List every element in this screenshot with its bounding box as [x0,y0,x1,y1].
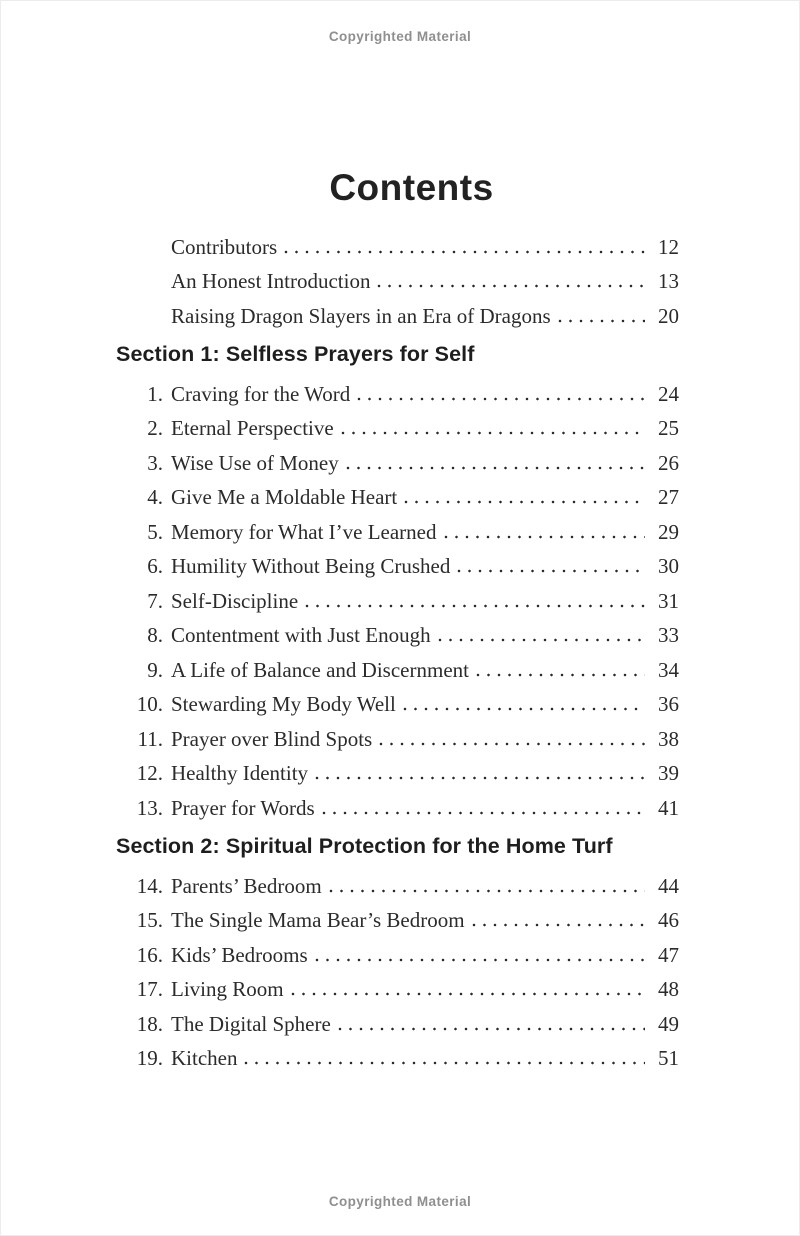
dot-leader [377,284,645,288]
entry-title: Give Me a Moldable Heart [171,485,398,510]
entry-page-number: 41 [658,795,679,820]
toc-entry [116,590,679,612]
copyright-notice-bottom: Copyrighted Material [328,1194,472,1209]
entry-title: The Single Mama Bear’s Bedroom [171,908,465,933]
entry-page-number: 29 [658,519,679,544]
entry-title: Eternal Perspective [171,416,334,441]
dot-leader [558,319,645,323]
toc-entry [116,728,679,750]
entry-page-number: 44 [658,873,679,898]
dot-leader [379,742,645,746]
dot-leader [244,1061,645,1065]
entry-page-number: 39 [658,761,679,786]
entry-page-number: 49 [658,1011,679,1036]
dot-leader [305,604,645,608]
toc-entry [116,1013,679,1035]
entry-number: 10. [136,692,163,717]
entry-page-number: 33 [658,623,679,648]
dot-leader [291,992,645,996]
entry-title: Prayer over Blind Spots [171,726,373,751]
toc-entry [116,1047,679,1069]
entry-page-number: 25 [658,416,679,441]
entry-number: 16. [136,942,163,967]
entry-title: Living Room [171,977,284,1002]
entry-title: Prayer for Words [171,795,315,820]
toc-entry [116,978,679,1000]
entry-page-number: 38 [658,726,679,751]
dot-leader [284,250,645,254]
dot-leader [438,638,645,642]
entry-page-number: 31 [658,588,679,613]
entry-page-number: 12 [658,234,679,259]
entry-title: Self-Discipline [171,588,299,613]
entry-number: 18. [136,1011,163,1036]
toc-entry [116,236,679,258]
entry-number: 1. [147,381,163,406]
entry-title: The Digital Sphere [171,1011,331,1036]
entry-page-number: 48 [658,977,679,1002]
dot-leader [346,466,645,470]
toc-entry [116,383,679,405]
entry-page-number: 26 [658,450,679,475]
toc-entry [116,270,679,292]
toc-entry [116,417,679,439]
dot-leader [322,811,645,815]
section-item-list [116,383,679,819]
sections [116,341,679,1070]
entry-title: Kids’ Bedrooms [171,942,308,967]
entry-page-number: 34 [658,657,679,682]
copyright-notice-top: Copyrighted Material [328,29,472,44]
toc-entry [116,762,679,784]
toc-entry [116,624,679,646]
entry-title: Wise Use of Money [171,450,339,475]
dot-leader [444,535,646,539]
entry-number: 3. [147,450,163,475]
entry-title: Parents’ Bedroom [171,873,322,898]
dot-leader [315,958,645,962]
entry-number: 4. [147,485,163,510]
entry-page-number: 27 [658,485,679,510]
dot-leader [357,397,645,401]
toc-entry [116,555,679,577]
dot-leader [404,500,645,504]
entry-number: 14. [136,873,163,898]
toc-entry [116,909,679,931]
entry-title: Raising Dragon Slayers in an Era of Dragons [171,303,551,328]
entry-number: 17. [136,977,163,1002]
dot-leader [457,569,645,573]
dot-leader [315,776,645,780]
entry-title: Craving for the Word [171,381,351,406]
dot-leader [341,431,645,435]
entry-number: 6. [147,554,163,579]
front-matter-list [116,236,679,327]
entry-number: 11. [137,726,163,751]
dot-leader [403,707,645,711]
dot-leader [329,889,645,893]
entry-page-number: 51 [658,1046,679,1071]
toc-entry [116,305,679,327]
dot-leader [338,1027,645,1031]
toc-entry [116,875,679,897]
entry-number: 2. [147,416,163,441]
toc-entry [116,521,679,543]
toc-entry [116,797,679,819]
entry-page-number: 24 [658,381,679,406]
entry-title: A Life of Balance and Discernment [171,657,469,682]
toc-entry [116,452,679,474]
section-item-list [116,875,679,1070]
section-heading: Section 1: Selfless Prayers for Self [116,341,475,366]
entry-page-number: 47 [658,942,679,967]
section-heading: Section 2: Spiritual Protection for the Home Turf [116,833,613,858]
entry-title: Healthy Identity [171,761,309,786]
table-of-contents [1,165,799,1069]
page-title: Contents [329,167,494,208]
entry-number: 13. [136,795,163,820]
toc-entry [116,693,679,715]
entry-title: Kitchen [171,1046,238,1071]
entry-title: Stewarding My Body Well [171,692,396,717]
entry-title: Contributors [171,234,278,259]
entry-number: 8. [147,623,163,648]
toc-entry [116,944,679,966]
entry-title: An Honest Introduction [171,269,371,294]
entry-page-number: 20 [658,303,679,328]
entry-number: 12. [136,761,163,786]
dot-leader [476,673,645,677]
entry-number: 9. [147,657,163,682]
entry-number: 7. [147,588,163,613]
entry-page-number: 30 [658,554,679,579]
entry-page-number: 13 [658,269,679,294]
entry-number: 5. [147,519,163,544]
entry-page-number: 46 [658,908,679,933]
entry-title: Memory for What I’ve Learned [171,519,437,544]
dot-leader [472,923,645,927]
entry-page-number: 36 [658,692,679,717]
toc-entry [116,486,679,508]
entry-title: Humility Without Being Crushed [171,554,451,579]
entry-number: 15. [136,908,163,933]
toc-entry [116,659,679,681]
entry-number: 19. [136,1046,163,1071]
entry-title: Contentment with Just Enough [171,623,431,648]
